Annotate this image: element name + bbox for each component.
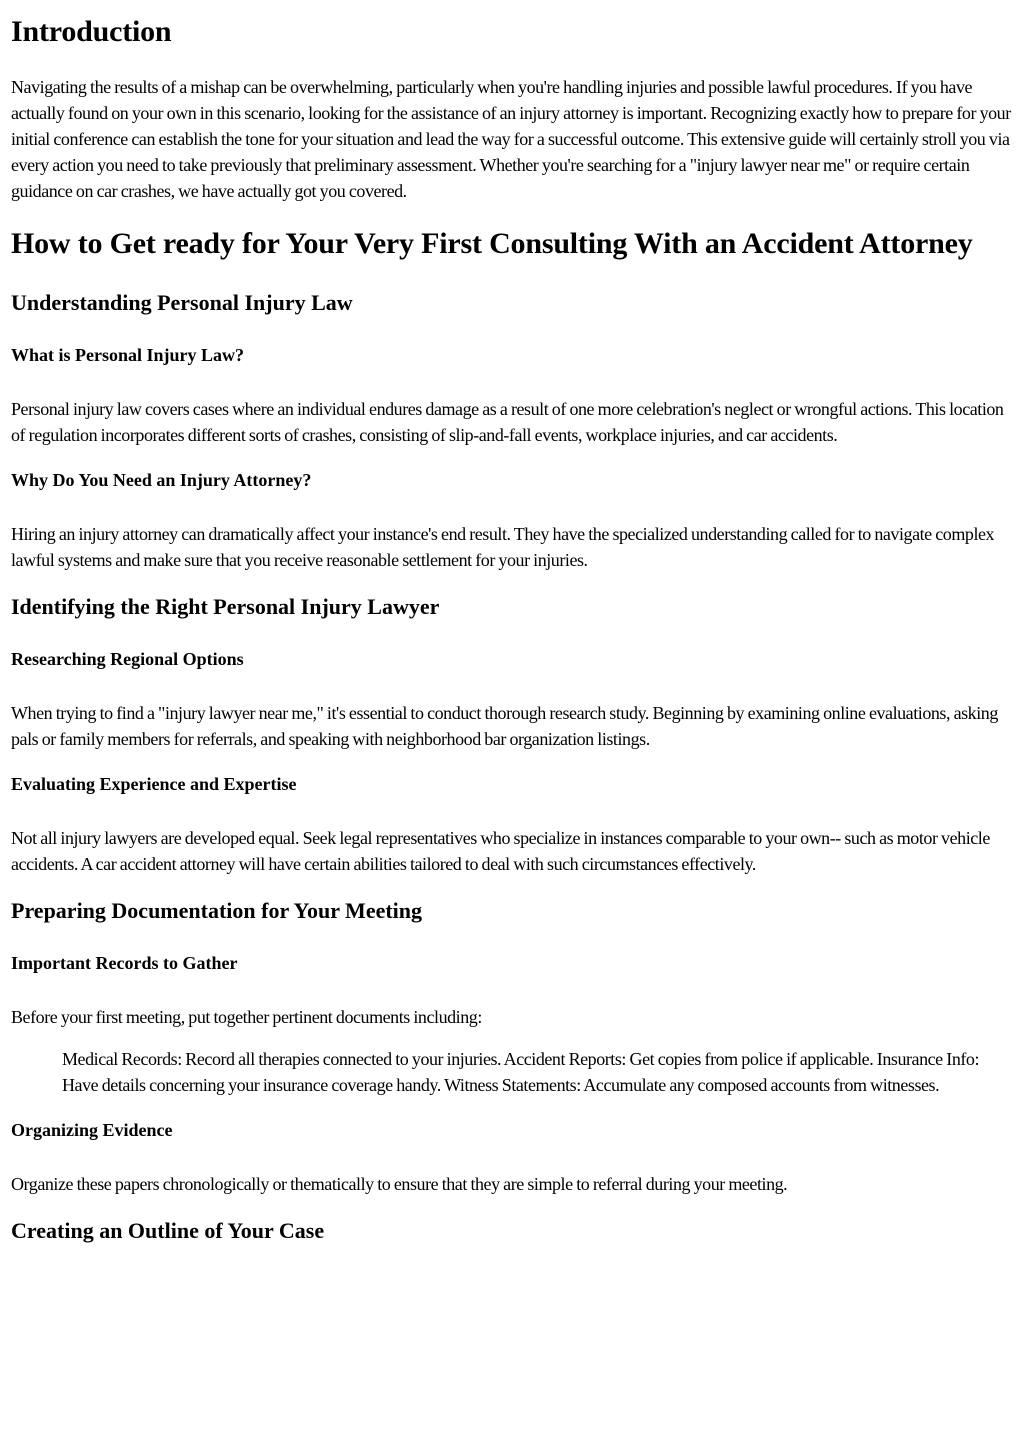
subsection-heading-what-is: What is Personal Injury Law? [11,345,245,365]
section-heading-preparing-documentation: Preparing Documentation for Your Meeting [11,898,423,923]
subsection-heading-evaluating: Evaluating Experience and Expertise [11,774,297,794]
subsection-paragraph-what-is: Personal injury law covers cases where an individual endures damage as a result of one more celebration's neglect or wrongful actions. This location of regulation incorporates different sorts of crashes, consisting of slip-and-fall events, workplace injuries, and car accidents. [11,399,1004,445]
section-heading-identifying-lawyer: Identifying the Right Personal Injury Lawyer [11,594,440,619]
records-list-quote: Medical Records: Record all therapies connected to your injuries. Accident Reports: Get copies from police if applicable. Insurance Info: Have details concerning your insurance coverage handy. Witness Statements: Accumulate any composed accounts from witnesses. [62,1049,980,1095]
subsection-heading-why-need: Why Do You Need an Injury Attorney? [11,470,312,490]
subsection-heading-organizing: Organizing Evidence [11,1120,173,1140]
subsection-paragraph-organizing: Organize these papers chronologically or thematically to ensure that they are simple to referral during your meeting. [11,1174,788,1194]
subsection-heading-researching: Researching Regional Options [11,649,244,669]
section-heading-outline-case: Creating an Outline of Your Case [11,1218,325,1243]
intro-heading: Introduction [11,15,172,48]
subsection-paragraph-why-need: Hiring an injury attorney can dramatically affect your instance's end result. They have the specialized understanding called for to navigate complex lawful systems and make sure that you receive reasonable settlement for your injuries. [11,524,995,570]
intro-paragraph: Navigating the results of a mishap can be overwhelming, particularly when you're handling injuries and possible lawful procedures. If you have actually found on your own in this scenario, looking for the assistance of an injury attorney is important. Recognizing exactly how to prepare for your initial conference can establish the tone for your situation and lead the way for a successful outcome. This extensive guide will certainly stroll you via every action you need to take previously that preliminary assessment. Whether you're searching for a "injury lawyer near me" or require certain guidance on car crashes, we have actually got you covered. [11,77,1011,201]
subsection-heading-important-records: Important Records to Gather [11,953,238,973]
section-heading-personal-injury-law: Understanding Personal Injury Law [11,290,353,315]
main-heading: How to Get ready for Your Very First Consulting With an Accident Attorney [11,227,973,260]
subsection-paragraph-evaluating: Not all injury lawyers are developed equal. Seek legal representatives who specialize in instances comparable to your own-- such as motor vehicle accidents. A car accident attorney will have certain abilities tailored to deal with such circumstances effectively. [11,828,990,874]
subsection-paragraph-important-records: Before your first meeting, put together pertinent documents including: [11,1007,482,1027]
subsection-paragraph-researching: When trying to find a "injury lawyer near me," it's essential to conduct thorough research study. Beginning by examining online evaluations, asking pals or family members for referrals, and speaking with neighborhood bar organization listings. [11,703,998,749]
